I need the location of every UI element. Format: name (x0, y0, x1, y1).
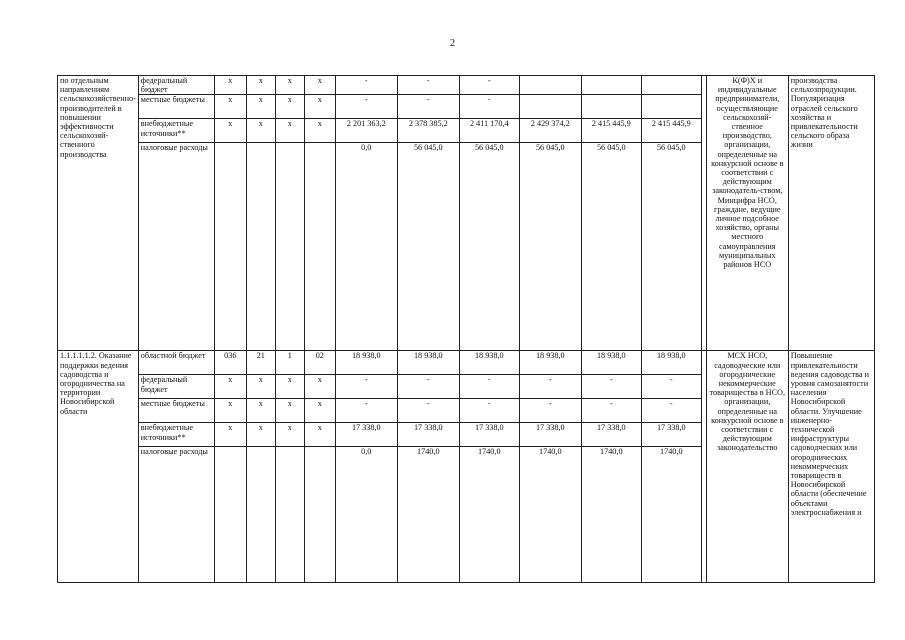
source-cell: внебюджетные источники** (138, 423, 214, 447)
source-cell: федеральный бюджет (138, 375, 214, 399)
value-cell: 1740,0 (397, 447, 459, 583)
code-cell: х (304, 76, 335, 95)
code-cell: х (275, 399, 304, 423)
value-cell: - (397, 95, 459, 119)
value-cell: 56 045,0 (519, 143, 581, 351)
value-cell: 2 201 363,2 (335, 119, 397, 143)
block1-result: производства сельхозпродукции. Популяризация отраслей сельского хозяйства и привлекательности сельского образа жизни (788, 76, 874, 351)
value-cell: 18 938,0 (519, 351, 581, 375)
value-cell: - (335, 399, 397, 423)
block2-name: 1.1.1.1.1.2. Оказание поддержки ведения садоводства и огородничества на территории Новосибирской области (58, 351, 139, 583)
value-cell: 18 938,0 (397, 351, 459, 375)
code-cell: х (214, 423, 246, 447)
code-cell: х (304, 423, 335, 447)
value-cell (519, 95, 581, 119)
code-cell: х (214, 375, 246, 399)
code-cell: х (304, 399, 335, 423)
value-cell: 2 378 385,2 (397, 119, 459, 143)
page-number: 2 (450, 38, 455, 49)
value-cell: - (581, 399, 641, 423)
code-cell: х (304, 375, 335, 399)
code-cell: х (246, 76, 275, 95)
value-cell: 17 338,0 (519, 423, 581, 447)
code-cell: 1 (275, 351, 304, 375)
value-cell: 1740,0 (641, 447, 701, 583)
value-cell: 56 045,0 (641, 143, 701, 351)
source-cell: областной бюджет (138, 351, 214, 375)
code-cell: х (246, 95, 275, 119)
code-cell: х (275, 95, 304, 119)
code-cell: х (214, 76, 246, 95)
code-cell: х (275, 119, 304, 143)
value-cell: 17 338,0 (641, 423, 701, 447)
code-cell (246, 143, 275, 351)
code-cell: 21 (246, 351, 275, 375)
value-cell (519, 76, 581, 95)
code-cell: х (275, 76, 304, 95)
code-cell: х (275, 375, 304, 399)
code-cell: х (246, 119, 275, 143)
value-cell: - (335, 95, 397, 119)
value-cell: - (641, 399, 701, 423)
block2-executor: МСХ НСО, садоводческие или огороднические некоммерческие товарищества в НСО, организации, определенные на конкурсной основе в соответствии с действующим законодательство (706, 351, 788, 583)
source-cell: внебюджетные источники** (138, 119, 214, 143)
value-cell: - (459, 76, 519, 95)
code-cell: х (304, 95, 335, 119)
block2-result: Повышение привлекательности ведения садоводства и уровня самозанятости населения Новосибирской области. Улучшение инженерно-технической инфраструктуры садоводческих или огороднических некоммерческих товариществ в Новосибирской области (обеспечение объектами электроснабжения и (788, 351, 874, 583)
code-cell: 036 (214, 351, 246, 375)
code-cell: х (246, 399, 275, 423)
code-cell: х (246, 423, 275, 447)
value-cell: - (519, 375, 581, 399)
value-cell: 2 415 445,9 (641, 119, 701, 143)
value-cell: 17 338,0 (335, 423, 397, 447)
value-cell: 1740,0 (519, 447, 581, 583)
block1-executor: К(Ф)Х и индивидуальные предприниматели, осуществляющие сельскохозяй-ственное производство, организации, определенные на конкурсной основе в соответствии с действующим законодатель-ством, Минцифра НСО, граждане, ведущие личное подсобное хозяйство, органы местного самоуправления муниципальных районов НСО (706, 76, 788, 351)
code-cell (275, 143, 304, 351)
value-cell: - (459, 399, 519, 423)
source-cell: федеральный бюджет (138, 76, 214, 95)
value-cell: 56 045,0 (459, 143, 519, 351)
value-cell: 17 338,0 (581, 423, 641, 447)
value-cell: 1740,0 (459, 447, 519, 583)
value-cell (581, 76, 641, 95)
code-cell (304, 143, 335, 351)
code-cell: х (214, 399, 246, 423)
code-cell: х (214, 95, 246, 119)
value-cell: 56 045,0 (397, 143, 459, 351)
value-cell: 18 938,0 (581, 351, 641, 375)
value-cell: 18 938,0 (459, 351, 519, 375)
source-cell: местные бюджеты (138, 399, 214, 423)
value-cell: 2 429 374,2 (519, 119, 581, 143)
code-cell (214, 143, 246, 351)
value-cell: - (519, 399, 581, 423)
program-table (57, 75, 875, 583)
code-cell: х (275, 423, 304, 447)
value-cell: - (641, 375, 701, 399)
value-cell: - (459, 375, 519, 399)
value-cell: - (581, 375, 641, 399)
value-cell: 18 938,0 (641, 351, 701, 375)
value-cell: - (459, 95, 519, 119)
value-cell: - (397, 399, 459, 423)
value-cell: - (335, 76, 397, 95)
code-cell: х (304, 119, 335, 143)
value-cell (581, 95, 641, 119)
value-cell: 2 415 445,9 (581, 119, 641, 143)
source-cell: налоговые расходы (138, 143, 214, 351)
value-cell: 17 338,0 (397, 423, 459, 447)
value-cell (641, 95, 701, 119)
value-cell: 56 045,0 (581, 143, 641, 351)
code-cell (275, 447, 304, 583)
value-cell: 0,0 (335, 143, 397, 351)
value-cell (641, 76, 701, 95)
code-cell (246, 447, 275, 583)
value-cell: 0,0 (335, 447, 397, 583)
value-cell: - (397, 375, 459, 399)
value-cell: - (335, 375, 397, 399)
code-cell (214, 447, 246, 583)
code-cell (304, 447, 335, 583)
value-cell: 17 338,0 (459, 423, 519, 447)
value-cell: 18 938,0 (335, 351, 397, 375)
value-cell: 1740,0 (581, 447, 641, 583)
block1-name: по отдельным направлениям сельскохозяйственно-производителей в повышении эффективности сельскохозяй-ственного производства (58, 76, 139, 351)
value-cell: 2 411 170,4 (459, 119, 519, 143)
code-cell: 02 (304, 351, 335, 375)
source-cell: налоговые расходы (138, 447, 214, 583)
code-cell: х (246, 375, 275, 399)
code-cell: х (214, 119, 246, 143)
source-cell: местные бюджеты (138, 95, 214, 119)
value-cell: - (397, 76, 459, 95)
